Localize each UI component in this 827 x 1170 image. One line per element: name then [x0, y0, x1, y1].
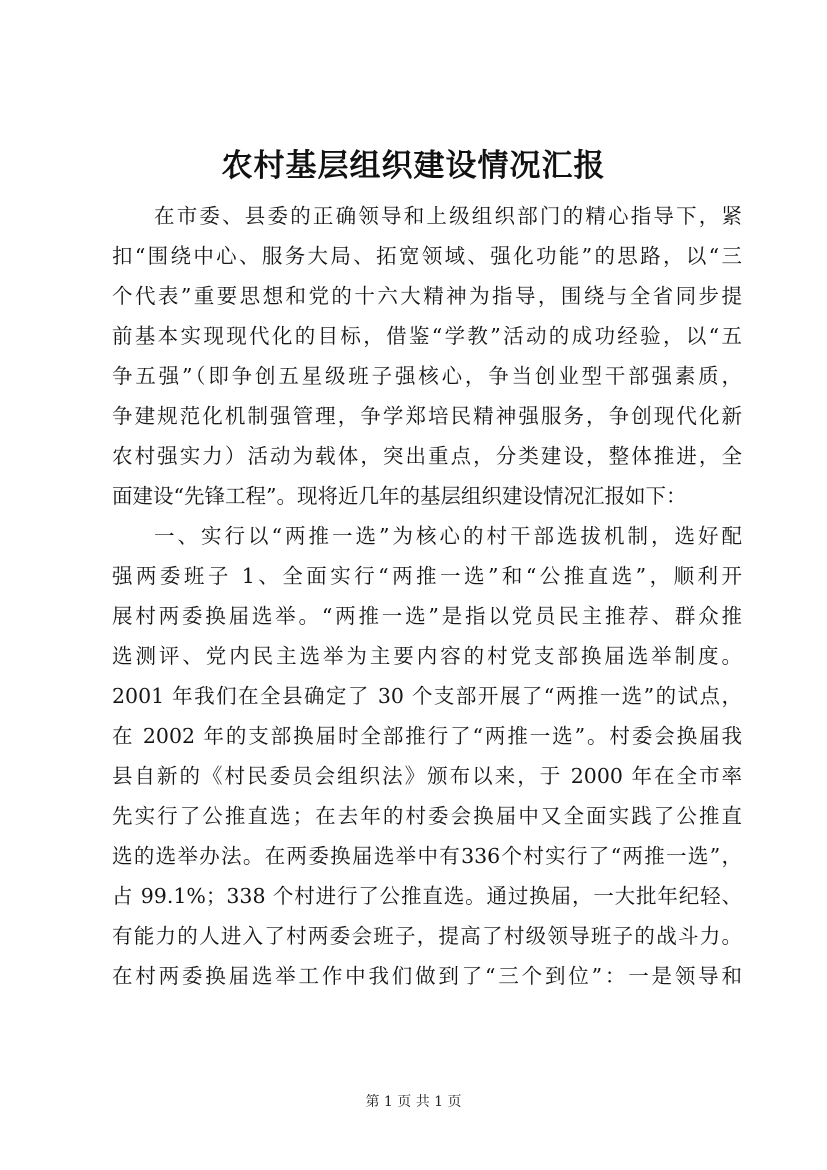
document-body — [112, 196, 742, 996]
body-line: 展村两委换届选举。“两推一选”是指以党员民主推荐、群众推 — [112, 604, 742, 628]
body-line: 前基本实现现代化的目标，借鉴“学教”活动的成功经验，以“五 — [112, 324, 742, 348]
body-line: 面建设“先锋工程”。现将近几年的基层组织建设情况汇报如下： — [112, 484, 687, 508]
body-line: 争建规范化机制强管理，争学郑培民精神强服务，争创现代化新 — [112, 404, 742, 428]
document-title: 农村基层组织建设情况汇报 — [221, 148, 606, 184]
body-line: 争五强”（即争创五星级班子强核心，争当创业型干部强素质， — [112, 364, 742, 388]
body-line: 占 99.1%；338 个村进行了公推直选。通过换届，一大批年纪轻、 — [112, 884, 742, 908]
body-line: 先实行了公推直选；在去年的村委会换届中又全面实践了公推直 — [112, 804, 742, 828]
body-line: 在 2002 年的支部换届时全部推行了“两推一选”。村委会换届我 — [112, 724, 742, 748]
body-line: 在市委、县委的正确领导和上级组织部门的精心指导下，紧 — [154, 204, 742, 228]
body-line: 个代表”重要思想和党的十六大精神为指导，围绕与全省同步提 — [112, 284, 742, 308]
body-line: 选测评、党内民主选举为主要内容的村党支部换届选举制度。 — [112, 644, 742, 668]
body-line: 在村两委换届选举工作中我们做到了“三个到位”：一是领导和 — [112, 964, 742, 988]
page-footer: 第 1 页 共 1 页 — [365, 1094, 462, 1110]
body-line: 县自新的《村民委员会组织法》颁布以来，于 2000 年在全市率 — [112, 764, 742, 788]
body-line: 有能力的人进入了村两委会班子，提高了村级领导班子的战斗力。 — [112, 924, 742, 948]
body-line: 农村强实力）活动为载体，突出重点，分类建设，整体推进，全 — [112, 444, 742, 468]
body-line: 选的选举办法。在两委换届选举中有336个村实行了“两推一选”， — [112, 844, 742, 868]
body-line: 扣“围绕中心、服务大局、拓宽领域、强化功能”的思路，以“三 — [112, 244, 742, 268]
body-line: 强两委班子 1、全面实行“两推一选”和“公推直选”，顺利开 — [112, 564, 742, 588]
body-line: 一、实行以“两推一选”为核心的村干部选拔机制，选好配 — [154, 524, 742, 548]
body-line: 2001 年我们在全县确定了 30 个支部开展了“两推一选”的试点， — [112, 684, 742, 708]
